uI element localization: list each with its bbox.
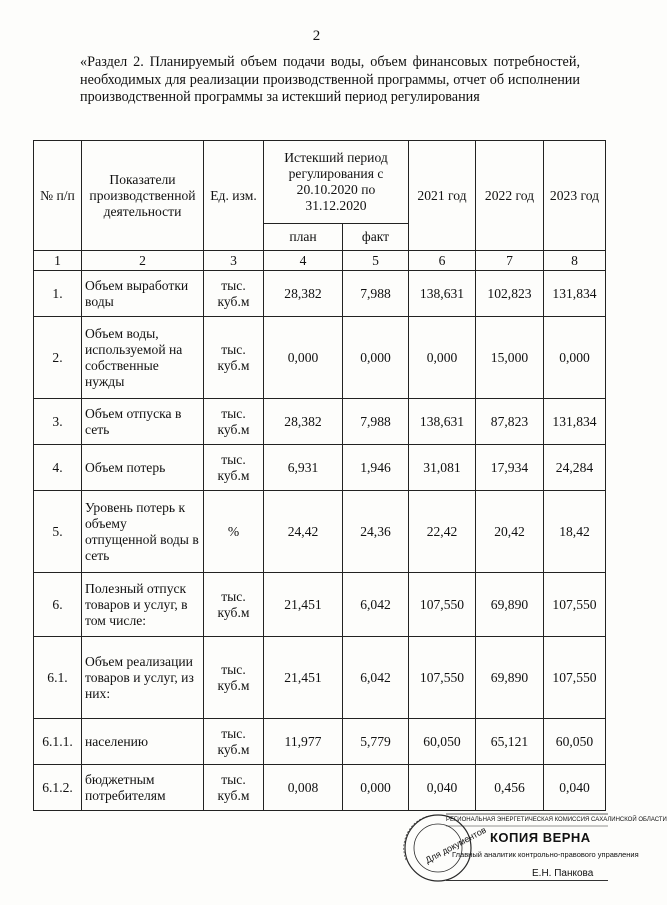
- row-2023: 0,000: [544, 317, 606, 399]
- header-fact: факт: [343, 224, 409, 251]
- table-row: [34, 317, 606, 399]
- header-period: Истекший период регулирования с 20.10.2020 по 31.12.2020: [264, 141, 409, 224]
- row-2021: 60,050: [409, 719, 476, 765]
- row-unit: тыс. куб.м: [204, 271, 264, 317]
- row-2022: 15,000: [476, 317, 544, 399]
- row-num: 5.: [34, 491, 82, 573]
- row-2022: 0,456: [476, 765, 544, 811]
- table-row: [34, 445, 606, 491]
- stamp-organization: РЕГИОНАЛЬНАЯ ЭНЕРГЕТИЧЕСКАЯ КОМИССИЯ САХАЛИНСКОЙ ОБЛАСТИ: [446, 817, 667, 823]
- row-unit: тыс. куб.м: [204, 637, 264, 719]
- table-row: [34, 719, 606, 765]
- row-2021: 31,081: [409, 445, 476, 491]
- stamp-signature-line: [446, 880, 608, 881]
- row-2022: 69,890: [476, 637, 544, 719]
- row-num: 2.: [34, 317, 82, 399]
- row-fact: 5,779: [343, 719, 409, 765]
- row-2021: 138,631: [409, 271, 476, 317]
- row-plan: 11,977: [264, 719, 343, 765]
- row-unit: тыс. куб.м: [204, 317, 264, 399]
- header-unit: Ед. изм.: [204, 141, 264, 251]
- row-2021: 0,040: [409, 765, 476, 811]
- row-2023: 131,834: [544, 399, 606, 445]
- row-unit: %: [204, 491, 264, 573]
- production-program-table: [33, 140, 606, 811]
- row-2023: 131,834: [544, 271, 606, 317]
- row-2023: 24,284: [544, 445, 606, 491]
- row-num: 6.1.2.: [34, 765, 82, 811]
- row-plan: 28,382: [264, 271, 343, 317]
- row-2023: 107,550: [544, 573, 606, 637]
- row-fact: 6,042: [343, 637, 409, 719]
- col-num: 2: [82, 251, 204, 271]
- row-2022: 17,934: [476, 445, 544, 491]
- row-2023: 18,42: [544, 491, 606, 573]
- row-plan: 24,42: [264, 491, 343, 573]
- row-unit: тыс. куб.м: [204, 445, 264, 491]
- row-num: 6.1.1.: [34, 719, 82, 765]
- row-plan: 0,000: [264, 317, 343, 399]
- table-row: [34, 399, 606, 445]
- row-unit: тыс. куб.м: [204, 573, 264, 637]
- row-plan: 21,451: [264, 637, 343, 719]
- header-indicator: Показатели производственной деятельности: [82, 141, 204, 251]
- row-name: Объем выработки воды: [82, 271, 204, 317]
- row-name: Объем реализации товаров и услуг, из них:: [82, 637, 204, 719]
- header-num: № п/п: [34, 141, 82, 251]
- section-intro: «Раздел 2. Планируемый объем подачи воды, объем финансовых потребностей, необходимых для реализации производственной программы, отчет об исполнении производственной программы за истекший период регулирования: [80, 54, 580, 105]
- header-plan: план: [264, 224, 343, 251]
- stamp-ring-text: Для документов: [423, 824, 488, 866]
- row-2022: 69,890: [476, 573, 544, 637]
- row-fact: 6,042: [343, 573, 409, 637]
- row-num: 3.: [34, 399, 82, 445]
- row-2021: 107,550: [409, 573, 476, 637]
- col-num: 1: [34, 251, 82, 271]
- row-2022: 20,42: [476, 491, 544, 573]
- table-row: [34, 637, 606, 719]
- row-2022: 65,121: [476, 719, 544, 765]
- table-row: [34, 271, 606, 317]
- row-name: Объем воды, используемой на собственные нужды: [82, 317, 204, 399]
- row-fact: 7,988: [343, 271, 409, 317]
- row-unit: тыс. куб.м: [204, 399, 264, 445]
- row-plan: 28,382: [264, 399, 343, 445]
- row-num: 1.: [34, 271, 82, 317]
- col-num: 8: [544, 251, 606, 271]
- stamp-signatory: Е.Н. Панкова: [532, 868, 594, 879]
- row-plan: 0,008: [264, 765, 343, 811]
- row-fact: 7,988: [343, 399, 409, 445]
- row-2021: 138,631: [409, 399, 476, 445]
- row-plan: 21,451: [264, 573, 343, 637]
- col-num: 5: [343, 251, 409, 271]
- page-number: 2: [312, 28, 321, 44]
- row-fact: 24,36: [343, 491, 409, 573]
- row-2021: 22,42: [409, 491, 476, 573]
- row-fact: 1,946: [343, 445, 409, 491]
- row-name: Объем отпуска в сеть: [82, 399, 204, 445]
- row-fact: 0,000: [343, 317, 409, 399]
- row-2023: 0,040: [544, 765, 606, 811]
- row-2021: 107,550: [409, 637, 476, 719]
- row-name: Уровень потерь к объему отпущенной воды в сеть: [82, 491, 204, 573]
- header-2021: 2021 год: [409, 141, 476, 251]
- col-num: 7: [476, 251, 544, 271]
- col-num: 6: [409, 251, 476, 271]
- column-numbers-row: [34, 251, 606, 271]
- col-num: 4: [264, 251, 343, 271]
- row-fact: 0,000: [343, 765, 409, 811]
- row-2022: 87,823: [476, 399, 544, 445]
- row-name: населению: [82, 719, 204, 765]
- col-num: 3: [204, 251, 264, 271]
- stamp-role: Главный аналитик контрольно-правового управления: [452, 850, 639, 859]
- row-num: 6.1.: [34, 637, 82, 719]
- row-num: 6.: [34, 573, 82, 637]
- row-2021: 0,000: [409, 317, 476, 399]
- table-row: [34, 491, 606, 573]
- row-name: Объем потерь: [82, 445, 204, 491]
- row-2023: 60,050: [544, 719, 606, 765]
- header-2022: 2022 год: [476, 141, 544, 251]
- stamp-title: КОПИЯ ВЕРНА: [490, 830, 591, 845]
- row-2022: 102,823: [476, 271, 544, 317]
- row-num: 4.: [34, 445, 82, 491]
- header-2023: 2023 год: [544, 141, 606, 251]
- row-name: бюджетным потребителям: [82, 765, 204, 811]
- table-row: [34, 573, 606, 637]
- row-unit: тыс. куб.м: [204, 765, 264, 811]
- row-unit: тыс. куб.м: [204, 719, 264, 765]
- certification-stamp: [398, 800, 667, 882]
- row-plan: 6,931: [264, 445, 343, 491]
- header-row-1: [34, 141, 606, 224]
- row-name: Полезный отпуск товаров и услуг, в том числе:: [82, 573, 204, 637]
- row-2023: 107,550: [544, 637, 606, 719]
